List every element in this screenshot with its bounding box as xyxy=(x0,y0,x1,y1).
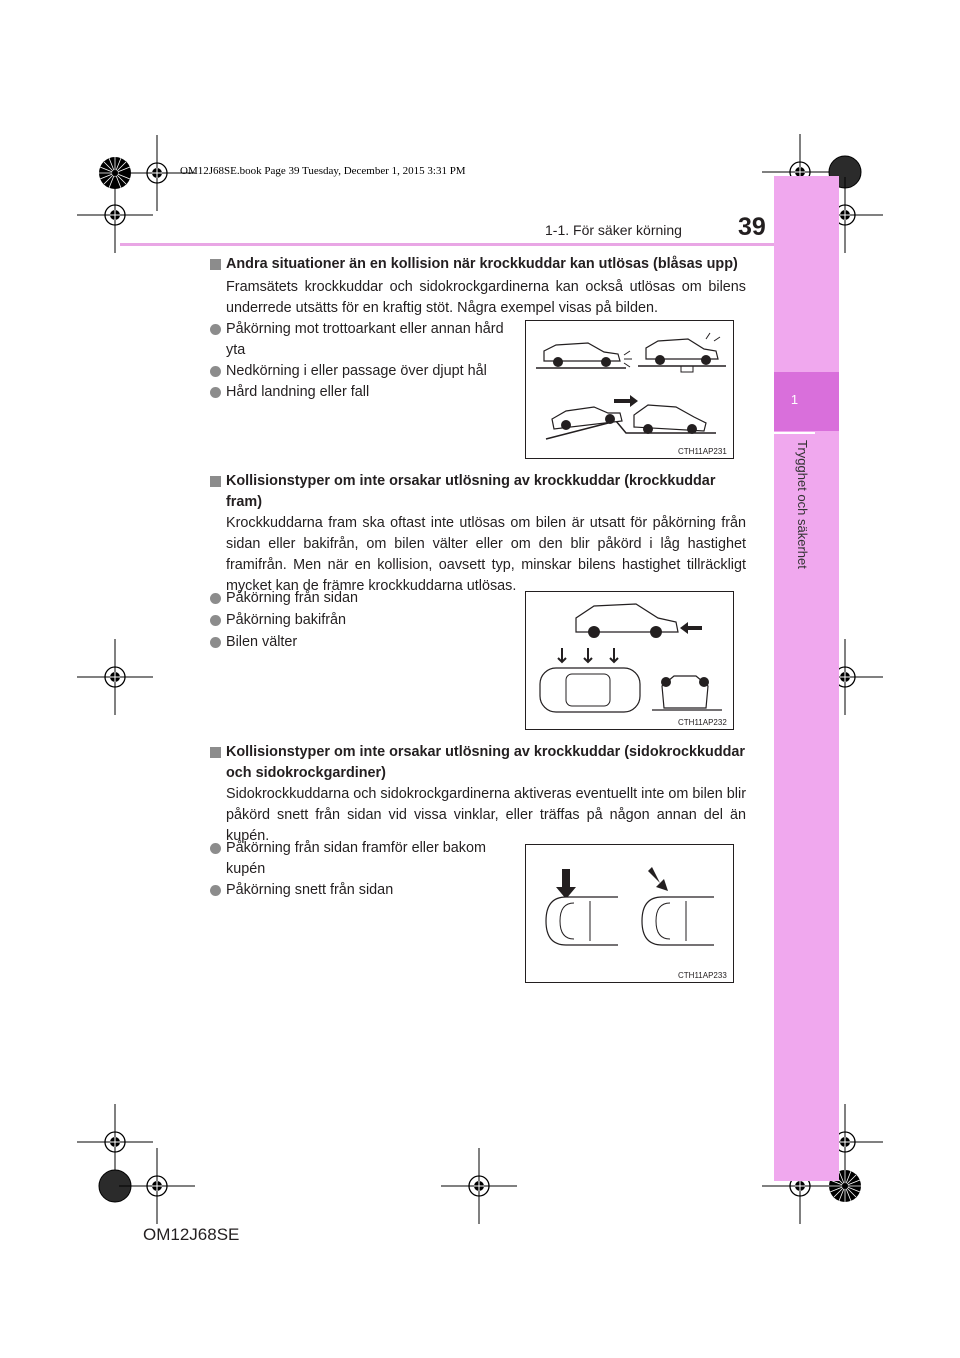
chapter-number: 1 xyxy=(790,392,799,407)
square-bullet-icon xyxy=(210,747,221,758)
bullet-item: Påkörning mot trottoarkant eller annan hård yta xyxy=(210,319,510,361)
section-heading: Andra situationer än en kollision när krockkuddar kan utlösas (blåsas upp) xyxy=(210,254,748,275)
square-bullet-icon xyxy=(210,259,221,270)
bullet-item: Bilen välter xyxy=(210,632,510,653)
crosshair-mark xyxy=(119,1148,195,1224)
square-bullet-icon xyxy=(210,476,221,487)
section-heading: Kollisionstyper om inte orsakar utlösning av krockkuddar (krockkuddar fram) xyxy=(210,471,748,513)
car-impact-drawing xyxy=(526,592,733,729)
bullet-item: Påkörning från sidan framför eller bakom kupén xyxy=(210,838,510,880)
round-bullet-icon xyxy=(210,843,221,854)
bullet-item: Nedkörning i eller passage över djupt hål xyxy=(210,361,510,382)
figure-id: CTH11AP233 xyxy=(678,971,727,980)
section-paragraph: Framsätets krockkuddar och sidokrockgardinerna kan också utlösas om bilens underrede utsätts för en kraftig stöt. Några exempel visas på bilden. xyxy=(226,279,746,316)
curb-impact-illustration xyxy=(525,320,734,459)
figure-id: CTH11AP232 xyxy=(678,718,727,727)
round-bullet-icon xyxy=(210,324,221,335)
figure-id: CTH11AP231 xyxy=(678,447,727,456)
header-rule xyxy=(120,243,774,246)
chapter-divider xyxy=(774,432,815,434)
crosshair-mark xyxy=(77,639,153,715)
bullet-item: Påkörning bakifrån xyxy=(210,610,510,631)
page-number: 39 xyxy=(738,213,766,241)
section-heading: Kollisionstyper om inte orsakar utlösning av krockkuddar (sidokrockkuddar och sidokrockgardiner) xyxy=(210,742,748,784)
round-bullet-icon xyxy=(210,366,221,377)
section-paragraph: Krockkuddarna fram ska oftast inte utlösas om bilen är utsatt för påkörning från sidan eller bakifrån, om bilen välter eller om den blir påkörd i låg hastighet framifrån. Men när en kollision, oavsett typ, minskar bilens hastighet tillräckligt mycket kan de främre krockkuddarna utlösas. xyxy=(226,515,746,594)
crosshair-mark xyxy=(77,177,153,253)
document-code: OM12J68SE xyxy=(143,1225,240,1244)
bullet-item: Hård landning eller fall xyxy=(210,382,510,403)
car-impact-drawing xyxy=(526,321,733,458)
non-deploy-front-illustration xyxy=(525,591,734,730)
round-bullet-icon xyxy=(210,637,221,648)
section-title: 1-1. För säker körning xyxy=(545,222,682,238)
side-impact-illustration xyxy=(525,844,734,983)
section-paragraph: Sidokrockkuddarna och sidokrockgardinerna aktiveras eventuellt inte om bilen blir påkörd snett från sidan vid vissa vinklar, eller träffas på någon annan del än kupén. xyxy=(226,786,746,844)
book-file-stamp: OM12J68SE.book Page 39 Tuesday, December 1, 2015 3:31 PM xyxy=(180,165,466,177)
crosshair-mark xyxy=(441,1148,517,1224)
chapter-sidebar xyxy=(774,176,839,1181)
round-bullet-icon xyxy=(210,387,221,398)
bullet-item: Påkörning snett från sidan xyxy=(210,880,510,901)
bullet-item: Påkörning från sidan xyxy=(210,588,510,609)
round-bullet-icon xyxy=(210,593,221,604)
chapter-title: Trygghet och säkerhet xyxy=(795,440,810,569)
round-bullet-icon xyxy=(210,615,221,626)
car-impact-drawing xyxy=(526,845,733,982)
crosshair-mark xyxy=(77,1104,153,1180)
round-bullet-icon xyxy=(210,885,221,896)
